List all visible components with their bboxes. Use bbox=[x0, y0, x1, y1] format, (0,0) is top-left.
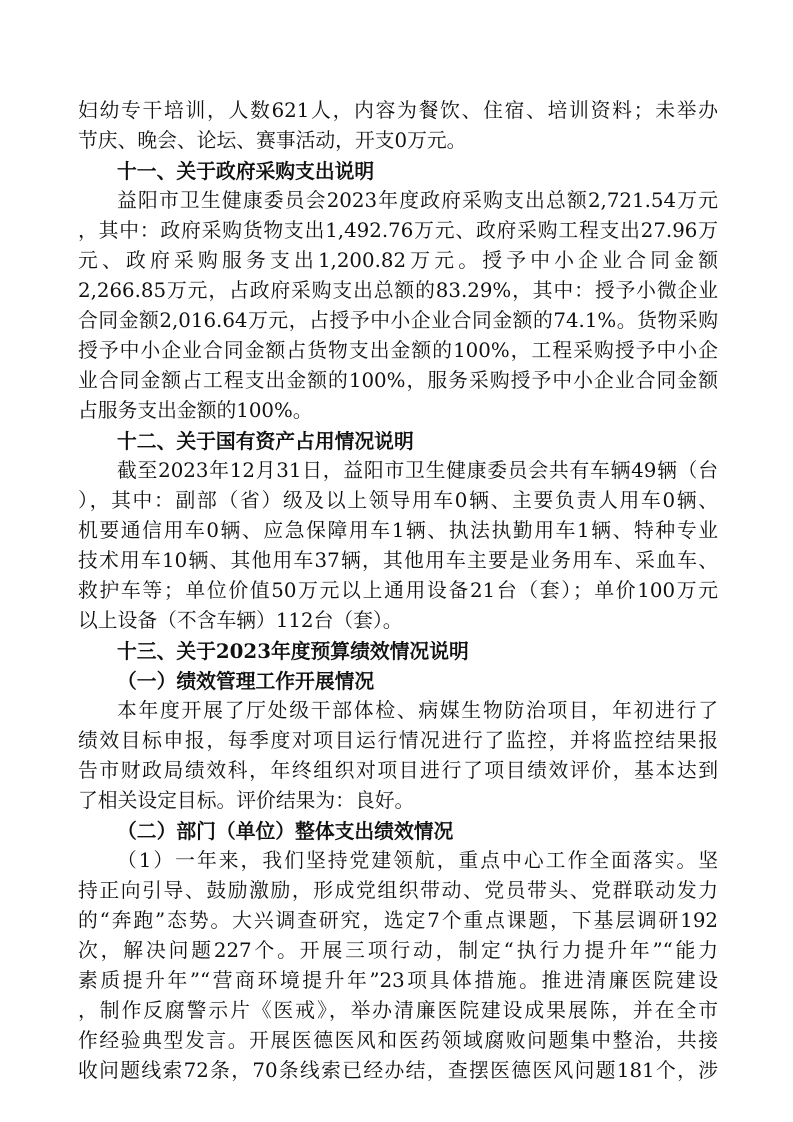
subsection-heading: （一）绩效管理工作开展情况 bbox=[117, 669, 375, 693]
body-text-line: 技术用车10辆、其他用车37辆，其他用车主要是业务用车、采血车、 bbox=[78, 549, 718, 572]
body-text-line: 本年度开展了厅处级干部体检、病媒生物防治项目，年初进行了 bbox=[117, 699, 718, 722]
body-text-line: 作经验典型发言。开展医德医风和医药领域腐败问题集中整治，共接 bbox=[78, 1029, 718, 1052]
body-text-line: ），其中：副部（省）级及以上领导用车0辆、主要负责人用车0辆、 bbox=[78, 489, 718, 512]
body-text-line: 业合同金额占工程支出金额的100%，服务采购授予中小企业合同金额 bbox=[78, 369, 718, 392]
body-text-line: ，其中：政府采购货物支出1,492.76万元、政府采购工程支出27.96万 bbox=[78, 219, 718, 242]
body-text-line: ，制作反腐警示片《医戒》，举办清廉医院建设成果展陈，并在全市 bbox=[78, 999, 718, 1022]
body-text-line: 了相关设定目标。评价结果为：良好。 bbox=[78, 789, 415, 812]
body-text-line: 节庆、晚会、论坛、赛事活动，开支0万元。 bbox=[78, 129, 467, 152]
section-heading: 十二、关于国有资产占用情况说明 bbox=[117, 429, 414, 453]
body-text-line: （1）一年来，我们坚持党建领航，重点中心工作全面落实。坚 bbox=[117, 849, 718, 872]
body-text-line: 益阳市卫生健康委员会2023年度政府采购支出总额2,721.54万元 bbox=[117, 189, 718, 212]
body-text-line: 持正向引导、鼓励激励，形成党组织带动、党员带头、党群联动发力 bbox=[78, 879, 718, 902]
body-text-line: 的“奔跑”态势。大兴调查研究，选定7个重点课题，下基层调研192 bbox=[78, 909, 718, 932]
body-text-line: 占服务支出金额的100%。 bbox=[78, 399, 313, 422]
body-text-line: 授予中小企业合同金额占货物支出金额的100%，工程采购授予中小企 bbox=[78, 339, 718, 362]
section-heading: 十一、关于政府采购支出说明 bbox=[117, 159, 375, 183]
body-text-line: 救护车等；单位价值50万元以上通用设备21台（套）；单价100万元 bbox=[78, 579, 718, 602]
body-text-line: 绩效目标申报，每季度对项目运行情况进行了监控，并将监控结果报 bbox=[78, 729, 718, 752]
body-text-line: 妇幼专干培训，人数621人，内容为餐饮、住宿、培训资料；未举办 bbox=[78, 99, 718, 122]
body-text-line: 机要通信用车0辆、应急保障用车1辆、执法执勤用车1辆、特种专业 bbox=[78, 519, 718, 542]
body-text-line: 合同金额2,016.64万元，占授予中小企业合同金额的74.1%。货物采购 bbox=[78, 309, 718, 332]
body-text-line: 素质提升年”“营商环境提升年”23项具体措施。推进清廉医院建设 bbox=[78, 969, 718, 992]
subsection-heading: （二）部门（单位）整体支出绩效情况 bbox=[117, 819, 454, 843]
body-text-line: 元、政府采购服务支出1,200.82万元。授予中小企业合同金额 bbox=[78, 249, 718, 272]
body-text-line: 次，解决问题227个。开展三项行动，制定“执行力提升年”“能力 bbox=[78, 939, 718, 962]
body-text-line: 告市财政局绩效科，年终组织对项目进行了项目绩效评价，基本达到 bbox=[78, 759, 718, 782]
section-heading: 十三、关于2023年度预算绩效情况说明 bbox=[117, 639, 469, 663]
body-text-line: 以上设备（不含车辆）112台（套）。 bbox=[78, 609, 403, 632]
body-text-line: 收问题线索72条，70条线索已经办结，查摆医德医风问题181个，涉 bbox=[78, 1059, 718, 1082]
body-text-line: 截至2023年12月31日，益阳市卫生健康委员会共有车辆49辆（台 bbox=[117, 459, 718, 482]
body-text-line: 2,266.85万元，占政府采购支出总额的83.29%，其中：授予小微企业 bbox=[78, 279, 718, 302]
